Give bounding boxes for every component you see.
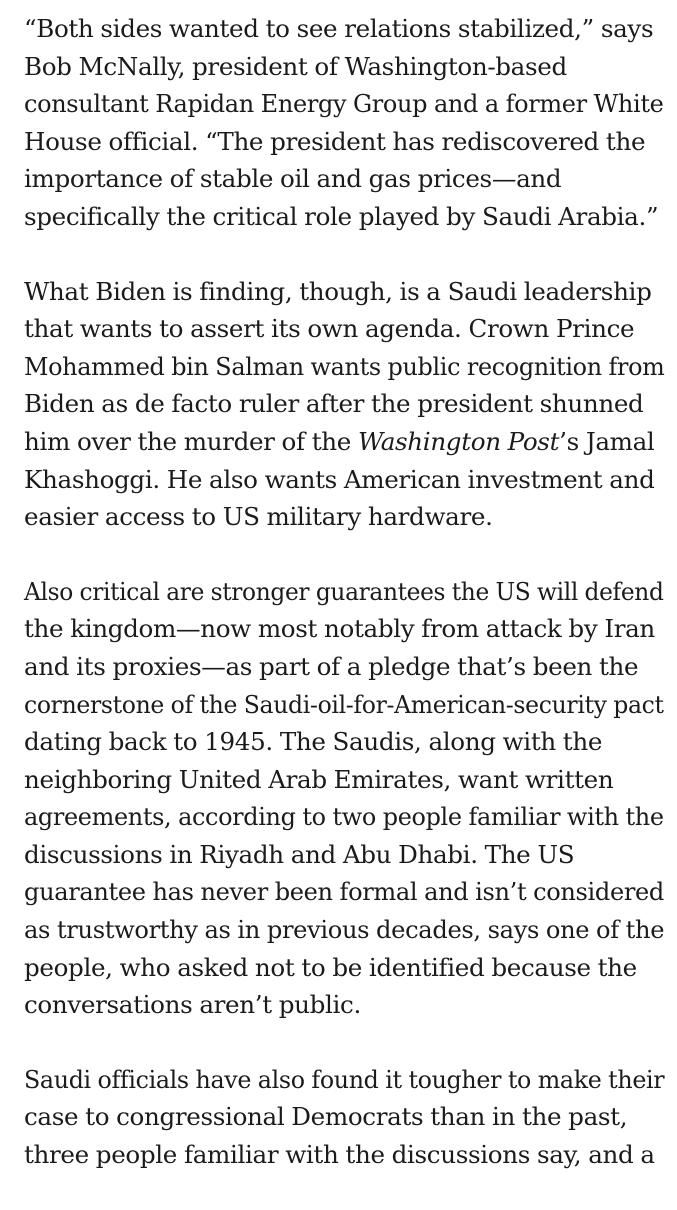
text-line: that wants to assert its own agenda. Crown Prince	[24, 314, 635, 344]
text-line: consultant Rapidan Energy Group and a former White	[24, 89, 664, 119]
text-line: Mohammed bin Salman wants public recognition from	[24, 351, 665, 381]
text-line: Saudi officials have also found it tougher to make their	[24, 1064, 665, 1094]
text-line: three people familiar with the discussions say, and a	[24, 1140, 655, 1170]
article-body	[24, 10, 664, 1210]
text-line: specifically the critical role played by Saudi Arabia.”	[24, 201, 659, 231]
text-line: Biden as de facto ruler after the president shunned	[24, 389, 644, 419]
text-line: the kingdom—now most notably from attack by Iran	[24, 614, 655, 644]
text-line: discussions in Riyadh and Abu Dhabi. The US	[24, 839, 575, 869]
paragraph-saudi-agenda	[24, 273, 664, 536]
text-line: Bob McNally, president of Washington-based	[24, 51, 567, 81]
text-line: “Both sides wanted to see relations stabilized,” says	[24, 14, 654, 43]
text-line: easier access to US military hardware.	[24, 502, 493, 532]
paragraph-security-guarantees	[24, 573, 664, 1024]
text-line: agreements, according to two people familiar with the	[24, 802, 664, 832]
text-line: What Biden is finding, though, is a Saudi leadership	[24, 276, 652, 306]
text-line: cornerstone of the Saudi-oil-for-American-security pact	[24, 689, 664, 719]
text-line: case to congressional Democrats than in the past,	[24, 1102, 628, 1132]
text-line: people, who asked not to be identified because the	[24, 952, 637, 982]
text-segment: him over the murder of the	[24, 426, 358, 456]
text-segment: ’s Jamal	[559, 426, 655, 456]
text-line: Khashoggi. He also wants American investment and	[24, 464, 655, 494]
text-line	[24, 423, 664, 461]
text-line: House official. “The president has rediscovered the	[24, 126, 646, 156]
text-line: importance of stable oil and gas prices—and	[24, 164, 562, 194]
text-line: dating back to 1945. The Saudis, along with the	[24, 727, 603, 757]
text-line: Also critical are stronger guarantees the US will defend	[24, 576, 664, 606]
text-line: conversations aren’t public.	[24, 990, 361, 1020]
paragraph-mcnally-quote	[24, 10, 664, 236]
text-line: neighboring United Arab Emirates, want written	[24, 764, 614, 794]
paragraph-congressional-democrats	[24, 1061, 664, 1174]
text-line: and its proxies—as part of a pledge that’s been the	[24, 651, 639, 681]
text-line: as trustworthy as in previous decades, says one of the	[24, 915, 665, 945]
text-line: guarantee has never been formal and isn’t considered	[24, 877, 664, 907]
publication-name: Washington Post	[357, 426, 560, 456]
